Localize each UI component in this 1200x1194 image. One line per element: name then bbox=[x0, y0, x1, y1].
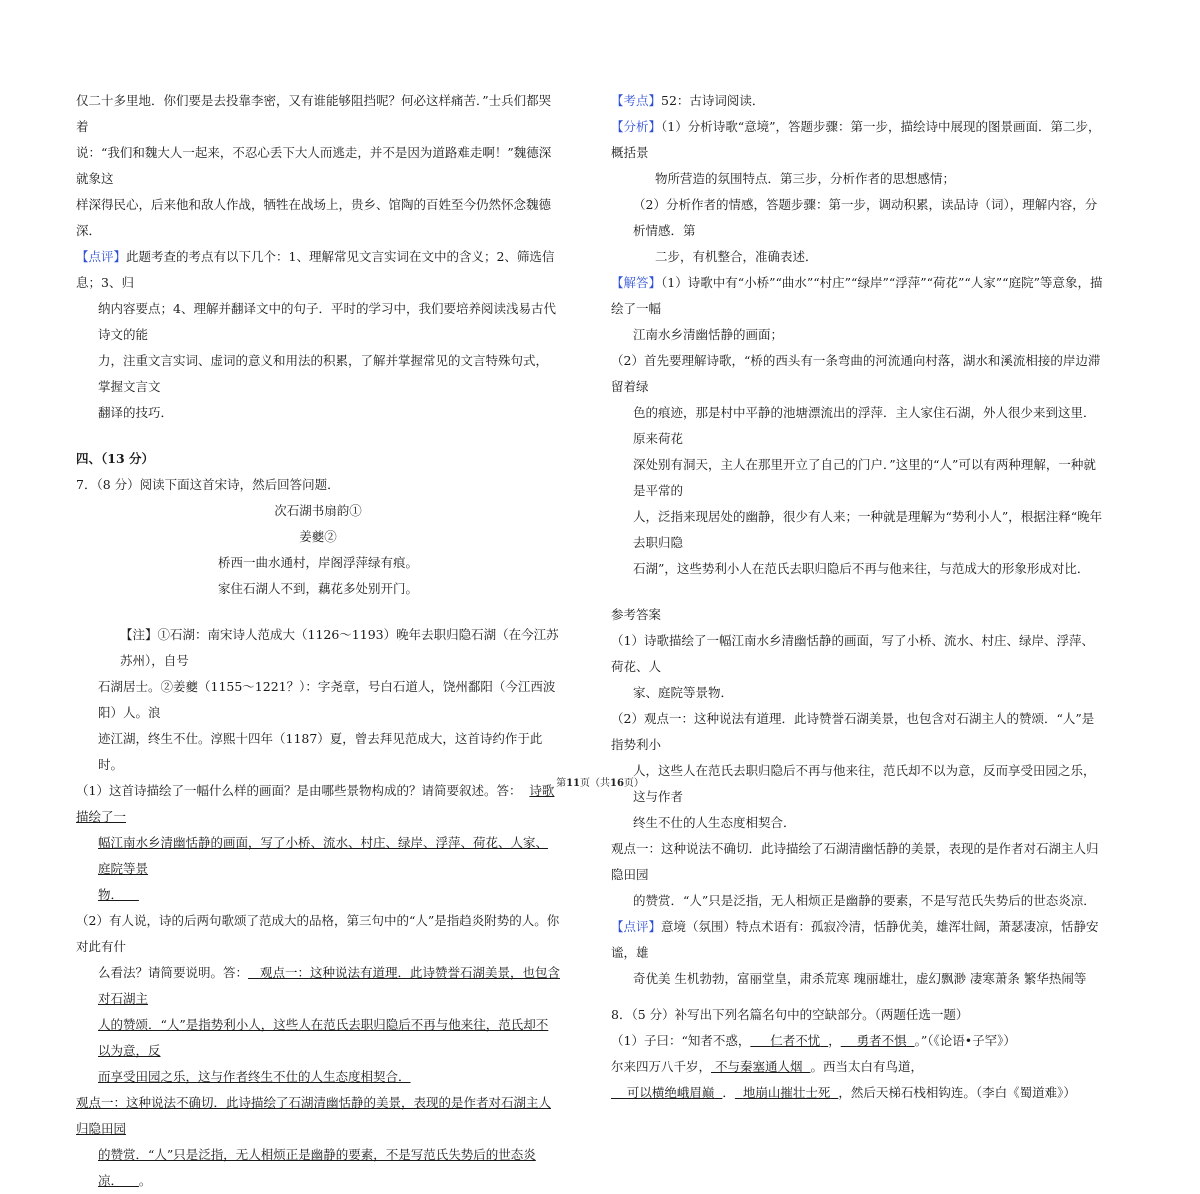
reference-line: （2）观点一：这种说法有道理．此诗赞誉石湖美景，也包含对石湖主人的赞颂．“人”是指势利小 bbox=[611, 711, 1095, 752]
answer-text: 诗歌描绘了一 bbox=[76, 783, 555, 824]
note-line: 迹江湖，终生不仕。淳熙十四年（1187）夏，曾去拜见范成大，这首诗约作于此时。 bbox=[98, 731, 543, 772]
reference-line: （1）诗歌描绘了一幅江南水乡清幽恬静的画面，写了小桥、流水、村庄、绿岸、浮萍、荷花、人 bbox=[611, 633, 1094, 674]
note-line: 石湖居士。②姜夔（1155～1221？）：字尧章，号白石道人，饶州鄱阳（今江西波阳）人。浪 bbox=[98, 679, 556, 720]
reference-line: 的赞赏．“人”只是泛指，无人相烦正是幽静的要素，不是写范氏失势后的世态炎凉． bbox=[633, 893, 1096, 908]
solution-label: 【解答】 bbox=[611, 275, 662, 290]
sub-question-1: （1）这首诗描绘了一幅什么样的画面？是由哪些景物构成的？请简要叙述。答： 诗歌描绘了一 bbox=[76, 783, 555, 824]
reference-line: 终生不仕的人生态度相契合． bbox=[633, 815, 796, 830]
comment-line: 【点评】意境（氛围）特点术语有：孤寂冷清，恬静优美，雄浑壮阔，萧瑟凄凉，恬静安谧，雄 bbox=[611, 919, 1099, 960]
fill-blank-line: （1）子曰：“知者不惑， 仁者不忧 ， 勇者不惧 。”（《论语•子罕》） bbox=[611, 1033, 1016, 1048]
section-heading: 四、（13 分） bbox=[76, 451, 154, 466]
blank-answer: 仁者不忧 bbox=[770, 1033, 821, 1048]
answer-text: 幅江南水乡清幽恬静的画面，写了小桥、流水、村庄、绿岸、浮萍、荷花、人家、庭院等景 bbox=[98, 835, 549, 876]
poem-line: 家住石湖人不到，藕花多处别开门。 bbox=[217, 581, 418, 596]
solution-line: 深处别有洞天，主人在那里开立了自己的门户．”这里的“人”可以有两种理解，一种就是平常的 bbox=[633, 457, 1096, 498]
analysis-line: （2）分析作者的情感，答题步骤：第一步，调动积累，读品诗（词），理解内容，分析情感．第 bbox=[633, 197, 1098, 238]
answer-text: 观点一：这种说法不确切．此诗描绘了石湖清幽恬静的美景，表现的是作者对石湖主人归隐田园 bbox=[76, 1095, 552, 1136]
comment-label: 【点评】 bbox=[611, 919, 662, 934]
kaodian-label: 【考点】 bbox=[611, 93, 662, 108]
reference-line: 观点一：这种说法不确切．此诗描绘了石湖清幽恬静的美景，表现的是作者对石湖主人归隐田园 bbox=[611, 841, 1099, 882]
blank-answer: 可以横绝峨眉巅 bbox=[626, 1085, 715, 1100]
reference-answer-title: 参考答案 bbox=[611, 607, 662, 622]
question-7: 7．（8 分）阅读下面这首宋诗，然后回答问题． bbox=[76, 477, 340, 492]
answer-text: 而享受田园之乐，这与作者终生不仕的人生态度相契合． bbox=[98, 1069, 411, 1084]
page-footer: 第11页（共16页） bbox=[556, 778, 644, 789]
continuation-line: 样深得民心，后来他和敌人作战，牺牲在战场上，贵乡、馆陶的百姓至今仍然怀念魏德深． bbox=[76, 197, 552, 238]
right-column bbox=[611, 88, 1103, 1106]
fill-blank-line: 尔来四万八千岁， 不与秦塞通人烟 。西当太白有鸟道， bbox=[611, 1059, 923, 1074]
blank-answer: 不与秦塞通人烟 bbox=[715, 1059, 803, 1074]
left-column: 仅二十多里地．你们要是去投靠李密，又有谁能够阻挡呢？何必这样痛苦．”士兵们都哭着 说：“我们和魏大人一起来，不忍心丢下大人而逃走，并不是因为道路难走啊！”魏德深就象这 样深得民心，后来他和敌人作战，牺牲在战场上，贵乡、馆陶的百姓至今仍然怀念魏德深． 【点评】此题考查的考点有以下几个：1、理解常见文言实词在文中的含义；2、筛选信息；3、归 纳内容要点；4、理解并翻译文中的句子．平时的学习中，我们要培养阅读浅易古代诗文的能 力，注重文言实词、虚词的意义和用法的积累，了解并掌握常见的文言特殊句式，掌握文言文 翻译的技巧． 四、（13 分） 7．（8 分）阅读下面这首宋诗，然后回答问题． 次石湖书扇韵① 姜夔② 桥西一曲水通村，岸阁浮萍绿有痕。 家住石湖人不到，藕花多处别开门。 【注】①石湖：南宋诗人范成大（1126～1193）晚年去职归隐石湖（在今江苏苏州），自号 石湖居士。②姜夔（1155～1221？）：字尧章，号白石道人，饶州鄱阳（今江西波阳）人。浪 迹江湖，终生不仕。淳熙十四年（1187）夏，曾去拜见范成大，这首诗约作于此时。 （1）这首诗描绘了一幅什么样的画面？是由哪些景物构成的？请简要叙述。答： 诗歌描绘了一 幅江南水乡清幽恬静的画面，写了小桥、流水、村庄、绿岸、浮萍、荷花、人家、庭院等景 物． （2）有人说，诗的后两句歌颂了范成大的品格，第三句中的“人”是指趋炎附势的人。你对此有什 么看法？请简要说明。答： 观点一：这种说法有道理．此诗赞誉石湖美景，也包含对石湖主 人的赞颂．“人”是指势利小人，这些人在范氏去职归隐后不再与他来往，范氏却不以为意，反 而享受田园之乐，这与作者终生不仕的人生态度相契合． 观点一：这种说法不确切．此诗描绘了石湖清幽恬静的美景，表现的是作者对石湖主人归隐田园 的赞赏．“人”只是泛指，无人相烦正是幽静的要素，不是写范氏失势后的世态炎凉． 。 bbox=[76, 88, 560, 1194]
total-pages: 16 bbox=[610, 778, 624, 789]
solution-line: 江南水乡清幽恬静的画面； bbox=[633, 327, 784, 342]
solution-line: 人，泛指来现居处的幽静，很少有人来；一种就是理解为“势利小人”，根据注释“晚年去职归隐 bbox=[633, 509, 1103, 550]
solution-line: （2）首先要理解诗歌，“桥的西头有一条弯曲的河流通向村落，湖水和溪流相接的岸边滞留着绿 bbox=[611, 353, 1101, 394]
solution-line: 石湖”，这些势利小人在范氏去职归隐后不再与他来往，与范成大的形象形成对比． bbox=[633, 561, 1090, 576]
answer-text: 物． bbox=[98, 887, 124, 902]
solution-line: 【解答】（1）诗歌中有“小桥”“曲水”“村庄”“绿岸”“浮萍”“荷花”“人家”“庭院”等意象，描绘了一幅 bbox=[611, 275, 1103, 316]
continuation-line: 仅二十多里地．你们要是去投靠李密，又有谁能够阻挡呢？何必这样痛苦．”士兵们都哭着 bbox=[76, 93, 552, 134]
analysis-label: 【分析】 bbox=[611, 119, 662, 134]
analysis-line: 【分析】（1）分析诗歌“意境”，答题步骤：第一步，描绘诗中展现的图景画面．第二步，概括景 bbox=[611, 119, 1101, 160]
continuation-line: 说：“我们和魏大人一起来，不忍心丢下大人而逃走，并不是因为道路难走啊！”魏德深就象这 bbox=[76, 145, 552, 186]
note-line: 【注】①石湖：南宋诗人范成大（1126～1193）晚年去职归隐石湖（在今江苏苏州），自号 bbox=[120, 627, 559, 668]
comment-line: 【点评】此题考查的考点有以下几个：1、理解常见文言实词在文中的含义；2、筛选信息；3、归 bbox=[76, 249, 555, 290]
blank-answer: 地崩山摧壮士死 bbox=[742, 1085, 831, 1100]
question-8: 8．（5 分）补写出下列名篇名句中的空缺部分。（两题任选一题） bbox=[611, 1007, 969, 1022]
reference-line: 家、庭院等景物． bbox=[633, 685, 734, 700]
poem-title: 次石湖书扇韵① bbox=[274, 503, 362, 518]
solution-line: 色的痕迹，那是村中平静的池塘漂流出的浮萍．主人家住石湖，外人很少来到这里．原来荷花 bbox=[633, 405, 1096, 446]
reference-line: 人，这些人在范氏去职归隐后不再与他来往，范氏却不以为意，反而享受田园之乐，这与作者 bbox=[633, 763, 1096, 804]
comment-line: 翻译的技巧． bbox=[98, 405, 174, 420]
analysis-line: 二步，有机整合，准确表述． bbox=[655, 249, 818, 264]
answer-text: 观点一：这种说法有道理．此诗赞誉石湖美景，也包含对石湖主 bbox=[98, 965, 560, 1006]
blank-answer: 勇者不惧 bbox=[856, 1033, 907, 1048]
sub-question-2: （2）有人说，诗的后两句歌颂了范成大的品格，第三句中的“人”是指趋炎附势的人。你对此有什 bbox=[76, 913, 560, 954]
fill-blank-line: 可以横绝峨眉巅 ． 地崩山摧壮士死 ，然后天梯石栈相钩连。（李白《蜀道难》） bbox=[626, 1085, 1076, 1100]
comment-label: 【点评】 bbox=[76, 249, 127, 264]
comment-line: 奇优美 生机勃勃，富丽堂皇，肃杀荒寒 瑰丽雄壮，虚幻飘渺 凄寒萧条 繁华热闹等 bbox=[633, 971, 1087, 986]
kaodian-line: 【考点】52：古诗词阅读． bbox=[611, 93, 765, 108]
analysis-line: 物所营造的氛围特点．第三步，分析作者的思想感情； bbox=[655, 171, 956, 186]
comment-line: 纳内容要点；4、理解并翻译文中的句子．平时的学习中，我们要培养阅读浅易古代诗文的能 bbox=[98, 301, 556, 342]
poem-line: 桥西一曲水通村，岸阁浮萍绿有痕。 bbox=[217, 555, 418, 570]
comment-line: 力，注重文言实词、虚词的意义和用法的积累，了解并掌握常见的文言特殊句式，掌握文言文 bbox=[98, 353, 549, 394]
answer-text: 人的赞颂．“人”是指势利小人，这些人在范氏去职归隐后不再与他来往，范氏却不以为意，反 bbox=[98, 1017, 549, 1058]
answer-text: 的赞赏．“人”只是泛指，无人相烦正是幽静的要素，不是写范氏失势后的世态炎凉． bbox=[98, 1147, 536, 1188]
page-number: 11 bbox=[566, 778, 580, 789]
poem-author: 姜夔② bbox=[299, 529, 337, 544]
